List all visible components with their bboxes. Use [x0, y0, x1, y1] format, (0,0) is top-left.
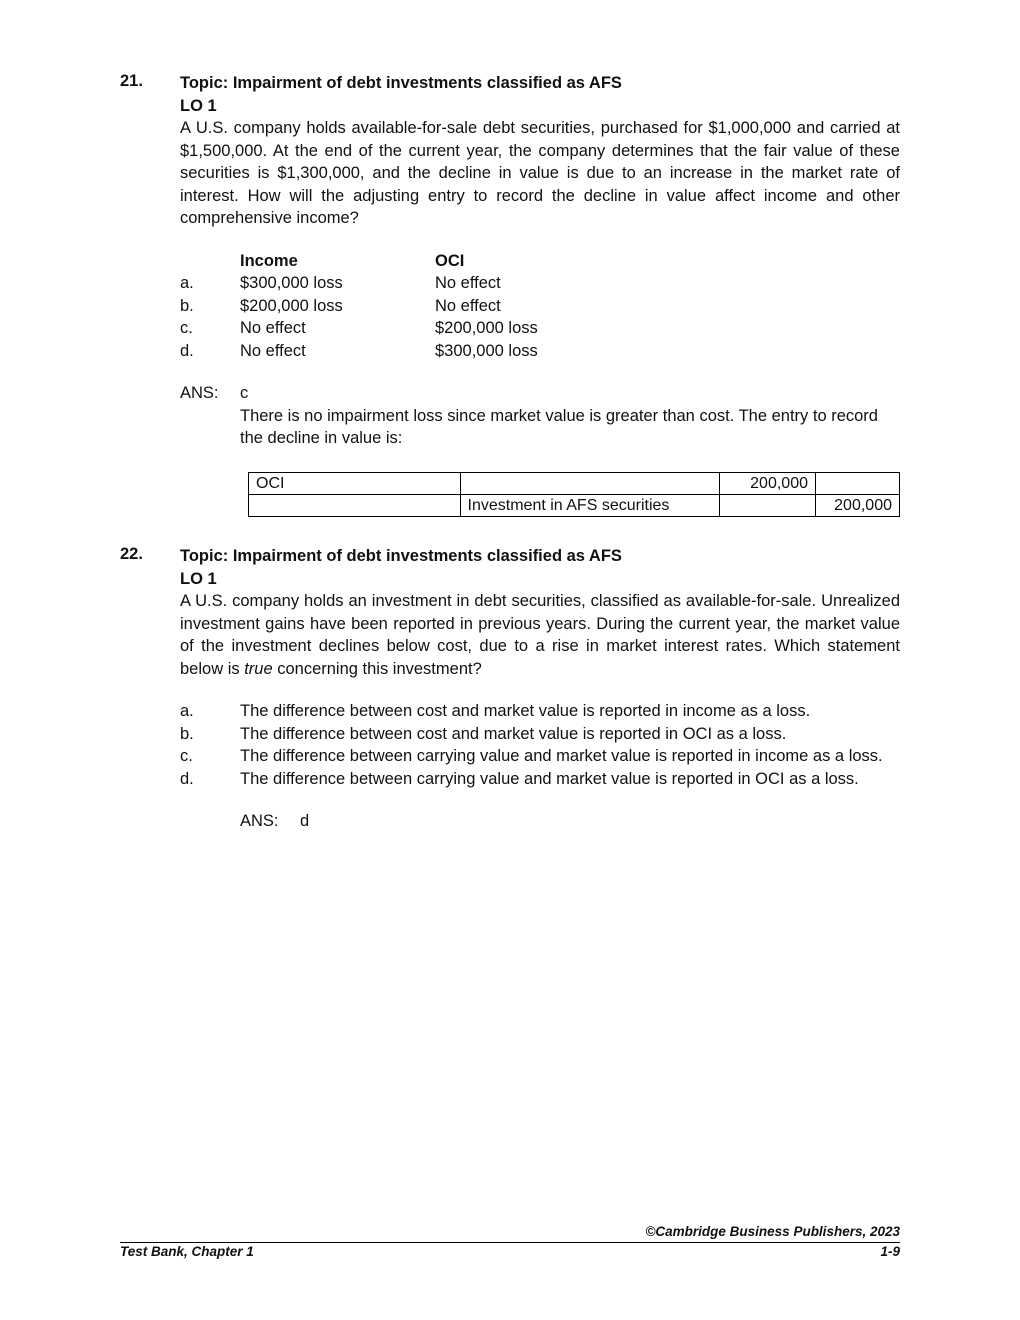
- credit-amount: [816, 472, 900, 494]
- choice-letter: b.: [180, 724, 194, 743]
- answer-choices: [180, 700, 900, 790]
- page-number: 1-9: [880, 1244, 900, 1259]
- question-stem: [180, 590, 900, 680]
- question-topic: Topic: Impairment of debt investments classified as AFS: [180, 74, 622, 92]
- question-number: 22.: [120, 545, 143, 563]
- question-topic: Topic: Impairment of debt investments classified as AFS: [180, 547, 622, 565]
- choice-letter: d.: [180, 341, 194, 360]
- choice-oci: $300,000 loss: [435, 341, 538, 360]
- answer-value: d: [300, 812, 310, 830]
- copyright: ©Cambridge Business Publishers, 2023: [645, 1224, 900, 1239]
- choice-text: The difference between cost and market value is reported in OCI as a loss.: [240, 724, 787, 743]
- journal-row-debit: [249, 472, 900, 494]
- choice-a: [180, 700, 900, 723]
- question-body: [180, 72, 900, 517]
- account-credit: Investment in AFS securities: [460, 494, 720, 516]
- learning-objective: LO 1: [180, 569, 217, 588]
- account-debit: [249, 494, 461, 516]
- learning-objective: LO 1: [180, 96, 217, 115]
- choice-d: [180, 340, 900, 363]
- answer-line: [180, 382, 900, 405]
- answer-label: ANS:: [180, 384, 219, 402]
- choice-b: [180, 295, 900, 318]
- choice-letter: b.: [180, 296, 194, 315]
- choice-b: [180, 723, 900, 746]
- choice-text: The difference between carrying value and market value is reported in income as a loss.: [240, 747, 883, 765]
- choice-text: The difference between carrying value and market value is reported in OCI as a loss.: [240, 769, 859, 788]
- answer-explanation: There is no impairment loss since market value is greater than cost. The entry to record the decline in value is:: [240, 406, 878, 447]
- credit-amount: 200,000: [816, 494, 900, 516]
- choice-text: The difference between cost and market value is reported in income as a loss.: [240, 702, 811, 720]
- choice-oci: $200,000 loss: [435, 319, 538, 337]
- debit-amount: 200,000: [720, 472, 816, 494]
- choice-income: No effect: [240, 341, 306, 360]
- choice-letter: a.: [180, 274, 194, 292]
- stem-emphasis: true: [244, 659, 273, 678]
- question-number: 21.: [120, 72, 143, 90]
- choice-c: [180, 317, 900, 340]
- choice-letter: c.: [180, 747, 193, 765]
- choice-letter: d.: [180, 769, 194, 788]
- question-body: [180, 545, 900, 833]
- choice-letter: c.: [180, 319, 193, 337]
- account-debit: OCI: [249, 472, 461, 494]
- income-header: Income: [240, 251, 298, 270]
- choices-header-row: [180, 250, 900, 273]
- choice-income: $200,000 loss: [240, 296, 343, 315]
- answer-line: [240, 810, 900, 833]
- page-footer: [120, 1224, 900, 1261]
- journal-entry-table: [248, 472, 900, 517]
- choice-a: [180, 272, 900, 295]
- question-stem: A U.S. company holds available-for-sale debt securities, purchased for $1,000,000 and carried at $1,500,000. At the end of the current year, the company determines that the fair value of these securities is $1,300,000, and the decline in value is due to an increase in the market rate of interest. How will the adjusting entry to record the decline in value affect income and other comprehensive income?: [180, 119, 900, 227]
- answer-choices: [180, 250, 900, 363]
- choice-oci: No effect: [435, 274, 501, 292]
- answer-label: ANS:: [240, 812, 279, 830]
- choice-letter: a.: [180, 702, 194, 720]
- oci-header: OCI: [435, 251, 465, 270]
- footer-bottom: [120, 1243, 900, 1261]
- stem-text-end: concerning this investment?: [272, 659, 482, 678]
- answer-value: c: [240, 384, 249, 402]
- stem-text: A U.S. company holds an investment in debt securities, classified as available-for-sale. Unrealized investment gains have been reported in previous years. During the current year, the market value of the investment declines below cost, due to a rise in market interest rates. Which statement below is: [180, 592, 900, 678]
- choice-income: No effect: [240, 319, 306, 337]
- choice-c: [180, 745, 900, 768]
- debit-amount: [720, 494, 816, 516]
- choice-oci: No effect: [435, 296, 501, 315]
- choice-d: [180, 768, 900, 791]
- account-credit: [460, 472, 720, 494]
- chapter-label: Test Bank, Chapter 1: [120, 1244, 254, 1259]
- journal-row-credit: [249, 494, 900, 516]
- choice-income: $300,000 loss: [240, 274, 343, 292]
